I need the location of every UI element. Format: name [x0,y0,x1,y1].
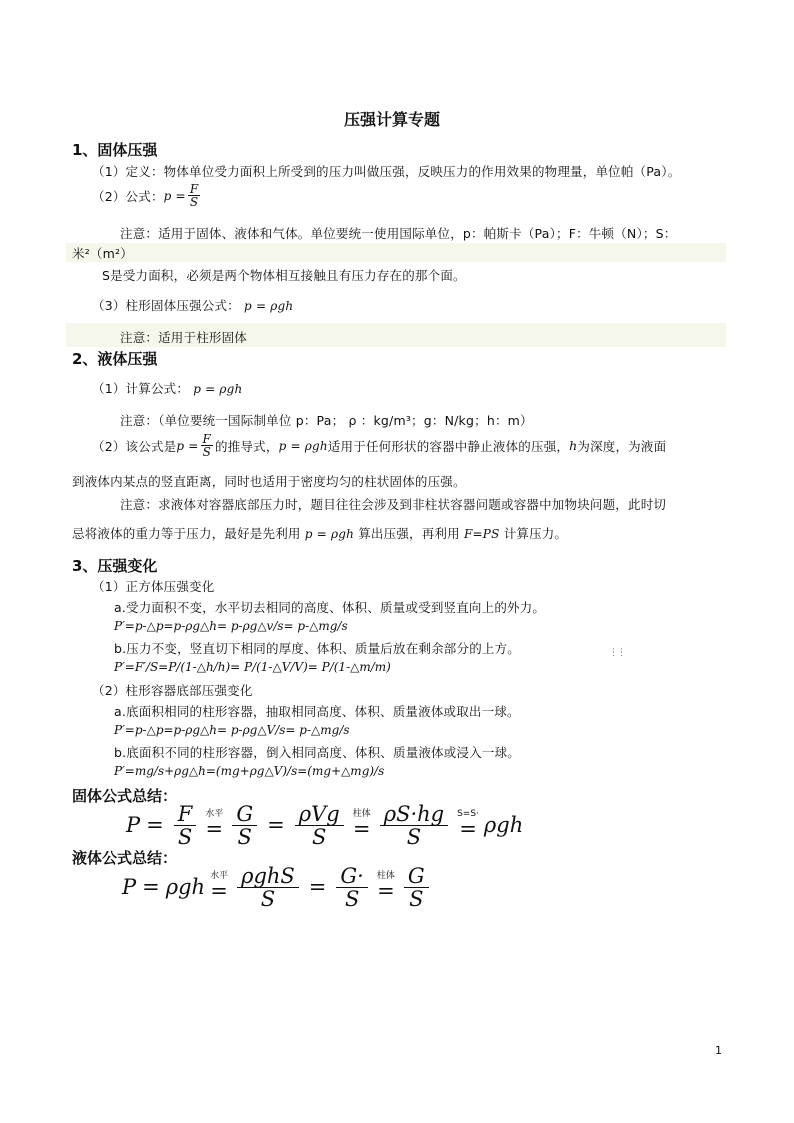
condition-label: 水平 [205,808,224,819]
fraction-denominator: S [312,824,327,849]
fraction-denominator: S [344,886,360,911]
equals-sign: = [352,816,371,841]
fraction-g-over-s [232,803,257,848]
fraction-f-over-s [174,803,197,848]
column-formula-line [92,296,293,314]
liquid-summary-heading: 液体公式总结： [72,849,178,867]
section-heading-solid-pressure: 1、固体压强 [72,141,158,159]
derivation-line2: 到液体内某点的竖直距离，同时也适用于密度均匀的柱状固体的压强。 [72,474,466,489]
pressure-symbol: P [126,813,141,837]
container-note-c: 计算压力。 [503,526,568,541]
condition-label: S=S· [457,808,479,819]
liquid-formula: p = ρgh [193,382,243,396]
fraction-numerator: F [174,803,197,826]
equals-sign: = [308,875,327,899]
pressure-fraction [188,183,201,208]
equals-horizontal [205,810,223,841]
fraction-g-over-s-final [404,865,429,910]
fraction-numerator: F [202,432,212,446]
fraction-numerator: G [404,865,429,888]
equals-sign: = [210,878,228,903]
container-note-line1: 注意：求液体对容器底部压力时，题目往往会涉及到非柱状容器问题或容器中加物块问题，此时切 [120,497,667,512]
equals-sign: = [205,816,224,841]
note-area: S是受力面积，必须是两个物体相互接触且有压力存在的那个面。 [102,268,466,283]
derivation-text-a: （2）该公式是 [92,438,177,454]
equals-sign: = [377,878,395,903]
pressure-symbol: P [122,875,137,899]
fraction-numerator: ρVg [295,803,344,826]
formula-label: （2）公式： [92,188,164,204]
fraction-denominator: S [409,886,424,911]
fraction-rhoshg-over-s [380,803,448,848]
page-number: 1 [715,1044,722,1057]
fraction-numerator: ρS·hg [380,803,448,826]
derivation-text-b: 的推导式， [215,438,279,454]
fraction-denominator: S [260,886,276,911]
decorative-dots: ⋮⋮ [609,648,625,658]
fraction-g-over-s [336,865,367,910]
derivation-lhs: p = [176,438,199,453]
definition-text: （1）定义：物体单位受力面积上所受到的压力叫做压强，反映压力的作用效果的物理量，单位帕（Pa）。 [92,164,681,179]
fraction-denominator: S [406,824,422,849]
derivation-text-d: 为深度，为液面 [577,438,667,454]
column-note: 注意：适用于柱形固体 [120,330,248,345]
start-rhogh: ρgh [165,875,206,899]
container-subheading: （2）柱形容器底部压强变化 [92,683,253,698]
fraction-numerator: G· [336,865,367,888]
fraction-numerator: ρghS [237,865,299,888]
depth-symbol: h [569,438,578,453]
highlight-band [66,243,726,262]
liquid-formula-label: （1）计算公式： [92,381,190,396]
cube-case-b: b.压力不变，竖直切下相同的厚度、体积、质量后放在剩余部分的上方。 [114,641,521,656]
section-heading-pressure-change: 3、压强变化 [72,557,158,575]
formula-lhs: p = [163,188,186,203]
container-case-b: b.底面积不同的柱形容器，倒入相同高度、体积、质量液体或浸入一球。 [114,745,521,760]
equals-sign: = [146,813,164,837]
note-units-line1: 注意：适用于固体、液体和气体。单位要统一使用国际单位，p：帕斯卡（Pa）；F：牛顿（N）；S： [120,226,677,241]
equals-horizontal [210,872,228,903]
equals-column [377,872,395,903]
container-note-b: 算出压强，再利用 [358,526,460,541]
fraction-denominator: S [189,195,199,209]
section-heading-liquid-pressure: 2、液体压强 [72,350,158,368]
page-title: 压强计算专题 [344,110,441,129]
formula-line [92,183,202,208]
equals-sign: = [459,816,477,841]
fraction-numerator: F [189,182,199,196]
cube-case-a: a.受力面积不变，水平切去相同的高度、体积、质量或受到竖直向上的外力。 [114,600,546,615]
solid-summary-heading: 固体公式总结： [72,787,178,805]
liquid-formula-line [92,379,242,397]
equals-column [353,810,371,841]
fraction-denominator: S [177,824,193,849]
liquid-units-note: 注意：（单位要统一国际制单位 p：Pa； ρ ：kg/m³；g：N/kg；h：m） [120,413,533,428]
fraction-numerator: G [232,803,257,826]
condition-label: 柱体 [376,870,395,881]
cube-formula-b: P′=F′/S=P/(1-△h/h)= P/(1-△V/V)= P/(1-△m/m) [114,660,391,674]
condition-label: 水平 [210,870,229,881]
container-note-line2 [72,524,567,542]
liquid-summary-equation [122,862,433,912]
fraction-denominator: S [237,824,252,849]
column-formula: p = ρgh [244,299,294,313]
result-rhogh: ρgh [483,813,524,837]
container-formula-b: P′=mg/s+ρg△h=(mg+ρg△V)/s=(mg+△mg)/s [114,764,385,778]
container-case-a: a.底面积相同的柱形容器，抽取相同高度、体积、质量液体或取出一球。 [114,704,520,719]
equals-sign: = [267,813,285,837]
container-note-formula: p = ρgh [304,527,355,541]
container-note-fps: F=PS [464,527,500,541]
condition-label: 柱体 [352,808,371,819]
solid-summary-equation [126,800,523,850]
fraction-denominator: S [202,445,211,459]
note-units-line2: 米²（m²） [72,246,133,261]
derivation-line [92,433,666,458]
cube-formula-a: P′=p-△p=p-ρg△h= p-ρg△v/s= p-△mg/s [114,619,348,633]
derivation-formula: p = ρgh [278,438,328,453]
derivation-fraction [201,433,214,458]
cube-subheading: （1）正方体压强变化 [92,579,215,594]
equals-same-area [457,810,479,841]
fraction-rhovg-over-s [295,803,344,848]
container-formula-a: P′=p-△p=p-ρg△h= p-ρg△V/s= p-△mg/s [114,723,350,737]
equals-sign: = [142,875,160,899]
derivation-text-c: 适用于任何形状的容器中静止液体的压强， [327,438,570,454]
fraction-rhoghs-over-s [237,865,299,910]
container-note-a: 忌将液体的重力等于压力，最好是先利用 [72,526,301,541]
column-formula-label: （3）柱形固体压强公式： [92,298,240,313]
